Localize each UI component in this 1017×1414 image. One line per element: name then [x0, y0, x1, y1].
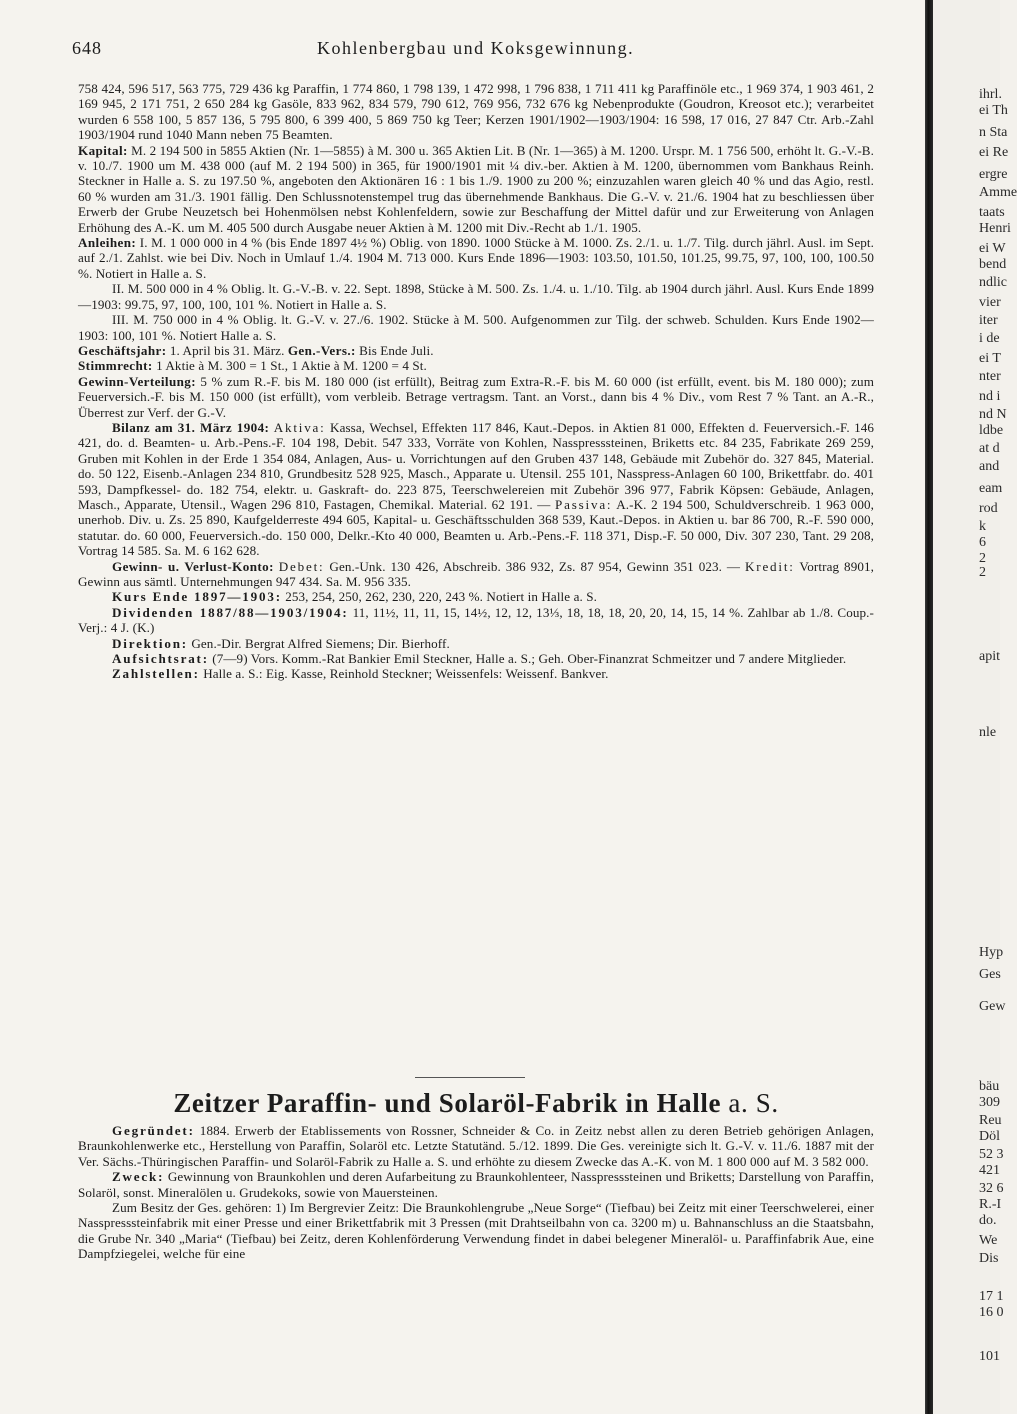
direktion-label: Direktion: [112, 635, 188, 651]
adjacent-page-edge [933, 0, 1017, 1414]
bilanz-label: Bilanz am 31. März 1904: [112, 419, 270, 435]
previous-company-entry [78, 81, 874, 682]
section-divider [415, 1077, 525, 1078]
adjacent-page-fragment: Reu [979, 1113, 1002, 1128]
adjacent-page-fragment: Dis [979, 1251, 999, 1266]
genvers-text: Bis Ende Juli. [359, 342, 434, 358]
adjacent-page-fragment: Hyp [979, 945, 1004, 960]
anleihen-label: Anleihen: [78, 235, 137, 251]
anleihen-text-1: I. M. 1 000 000 in 4 % (bis Ende 1897 4½ %) Oblig. von 1890. 1000 Stücke à M. 1000. Zs. 2./1. u. 1./7. Tilg. durch jährl. Ausl. im Sept. auf 2./1. Zahlst. wie bei Div. Noch in Umlauf 1./4. 1904 M. 713 000. Kurs Ende 1896—1903: 103.50, 101.50, 101.25, 99.75, 97, 100, 100, 100.50 %. Notiert in Halle a. S. [78, 235, 874, 281]
adjacent-page-fragment: 2 [979, 551, 986, 566]
adjacent-page-fragment: We [979, 1233, 998, 1248]
zweck-text: Gewinnung von Braunkohlen und deren Aufarbeitung zu Braunkohlenteer, Nasspresssteinen und Briketts; Darstellung von Paraffin, Solaröl, sonst. Mineralölen u. Grudekoks, sowie von Mauersteinen. [78, 1169, 874, 1200]
kurs-label: Kurs Ende 1897—1903: [112, 589, 282, 605]
kapital-label: Kapital: [78, 142, 128, 158]
adjacent-page-fragment: Ges [979, 967, 1001, 982]
guv-debet-text: Gen.-Unk. 130 426, Abschreib. 386 932, Zs. 87 954, Gewinn 351 023. — [329, 558, 741, 574]
adjacent-page-fragment: nd i [979, 389, 1001, 404]
adjacent-page-fragment: nd N [979, 407, 1007, 422]
adjacent-page-fragment: iter [979, 313, 998, 328]
bilanz-passiva-label: Passiva: [555, 496, 613, 512]
adjacent-page-fragment: 52 3 [979, 1147, 1004, 1162]
adjacent-page-fragment: i de [979, 331, 1000, 346]
adjacent-page-fragment: ei W [979, 241, 1006, 256]
besitz-paragraph: Zum Besitz der Ges. gehören: 1) Im Bergrevier Zeitz: Die Braunkohlengrube „Neue Sorge“ (Tiefbau) bei Zeitz mit einer Teerschwelerei, einer Nasspresssteinfabrik mit einer Presse und einer Brikettfabrik mit 3 Pressen (mit Drahtseilbahn von ca. 3200 m) u. Bahnanschluss an die Staatsbahn, die Grube Nr. 340 „Maria“ (Tiefbau) bei Zeitz, deren Kohlenförderung Verwendung findet in dabei belegener Mineralöl- u. Paraffinfabrik Aue, eine Dampfziegelei, welche für eine [78, 1200, 874, 1262]
adjacent-page-fragment: apit [979, 649, 1000, 664]
adjacent-page-fragment: Amme [979, 185, 1017, 200]
dividenden-section [78, 605, 874, 636]
adjacent-page-fragment: 421 [979, 1163, 1000, 1178]
gegruendet-section [78, 1123, 874, 1169]
company-heading [78, 1088, 874, 1118]
adjacent-page-fragment: bend [979, 257, 1007, 272]
bilanz-aktiva-label: Aktiva: [273, 419, 326, 435]
adjacent-page-fragment: Gew [979, 999, 1006, 1014]
adjacent-page-fragment: 16 0 [979, 1305, 1004, 1320]
gegruendet-label: Gegründet: [112, 1123, 195, 1138]
aufsichtsrat-text: (7—9) Vors. Komm.-Rat Bankier Emil Steckner, Halle a. S.; Geh. Ober-Finanzrat Schmeitzer und 7 andere Mitglieder. [212, 651, 847, 667]
adjacent-page-fragment: R.-I [979, 1197, 1002, 1212]
adjacent-page-fragment: nle [979, 725, 997, 740]
zweck-label: Zweck: [112, 1169, 165, 1185]
anleihen-section [78, 235, 874, 281]
kurs-section [78, 589, 874, 604]
running-head [72, 38, 872, 58]
gewinn-verteilung-label: Gewinn-Verteilung: [78, 373, 197, 389]
adjacent-page-fragment: 309 [979, 1095, 1000, 1110]
kapital-text: M. 2 194 500 in 5855 Aktien (Nr. 1—5855) à M. 300 u. 365 Aktien Lit. B (Nr. 1—365) à M. 1200. Urspr. M. 1 756 500, erhöht lt. G.-V.-B. v. 10./7. 1900 um M. 438 000 (auf M. 2 194 500) in 365, für 1900/1901 mit ¼ div.-ber. Aktien à M. 1200, übernommen vom Bankhaus Reinh. Steckner in Halle a. S. zu 197.50 %, angeboten den Aktionären 16 : 1 bis 1./9. 1900 zu 200 %; einzuzahlen waren gleich 40 % und das Agio, restl. 60 % wurden am 31./3. 1901 fällig. Den Schlussnotenstempel trug das übernehmende Bankhaus. Die G.-V. v. 21./6. 1904 hat zu beschliessen über Erwerb der Grube Neuzetsch bei Hohenmölsen nebst Kohlenfeldern, sowie zur Beschaffung der Mittel dafür und zur Erweiterung von Anlagen Erhöhung des A.-K. um M. 405 500 durch Ausgabe neuer Aktien à M. 1200 mit Div.-Recht ab 1./1. 1905. [78, 142, 875, 235]
geschaeftsjahr-label: Geschäftsjahr: [78, 342, 167, 358]
adjacent-page-fragment: ndlic [979, 275, 1007, 290]
adjacent-page-fragment: vier [979, 295, 1001, 310]
direktion-text: Gen.-Dir. Bergrat Alfred Siemens; Dir. Bierhoff. [191, 635, 450, 651]
running-title: Kohlenbergbau und Koksgewinnung. [317, 38, 635, 58]
bilanz-section [78, 420, 874, 559]
dividenden-label: Dividenden 1887/88—1903/1904: [112, 604, 349, 620]
geschaeftsjahr-text: 1. April bis 31. März. [169, 342, 285, 358]
company-entry [78, 1123, 874, 1262]
stimmrecht-text: 1 Aktie à M. 300 = 1 St., 1 Aktie à M. 1200 = 4 St. [156, 358, 427, 374]
adjacent-page-fragment: ergre [979, 167, 1008, 182]
geschaeftsjahr-section [78, 343, 874, 358]
adjacent-page-fragment: taats [979, 205, 1005, 220]
adjacent-page-fragment: 101 [979, 1349, 1000, 1364]
stimmrecht-section [78, 358, 874, 373]
guv-debet-label: Debet: [278, 558, 325, 574]
gewinn-verteilung-text: 5 % zum R.-F. bis M. 180 000 (ist erfüllt), Beitrag zum Extra-R.-F. bis M. 60 000 (ist erfüllt, event. bis M. 180 000); zum Feuerversich.-F. bis M. 150 000 (ist erfüllt), vom verbleib. Betrage vertragsm. Tant. an Vorst., dann bis 4 % Div., vom Rest 7 % Tant. an A.-R., Überrest zur Verf. der G.-V. [78, 373, 874, 420]
production-paragraph: 758 424, 596 517, 563 775, 729 436 kg Paraffin, 1 774 860, 1 798 139, 1 472 998, 1 796 838, 1 711 411 kg Paraffinöle etc., 1 969 374, 1 903 461, 2 169 945, 2 171 751, 2 650 284 kg Gasöle, 833 962, 834 579, 790 612, 769 956, 732 676 kg Nebenprodukte (Goudron, Kreosot etc.); verarbeitet wurden 6 558 100, 5 857 136, 5 795 800, 6 399 400, 5 869 750 kg Teer; Kerzen 1901/1902—1903/1904: 16 598, 17 016, 27 847 Ctr. Arb.-Zahl 1903/1904 rund 1040 Mann neben 75 Beamten. [78, 81, 874, 143]
guv-kredit-text: Vortrag 8901, Gewinn aus sämtl. Unternehmungen 947 434. Sa. M. 956 335. [78, 558, 875, 589]
genvers-label: Gen.-Vers.: [287, 342, 356, 358]
bilanz-aktiva-text: Kassa, Wechsel, Effekten 117 846, Kaut.-Depos. in Aktien 81 000, Effekten d. Feuerversich.-F. 146 421, do. d. Beamten- u. Arb.-Pens.-F. 104 198, Debit. 547 333, Vorräte von Kohlen, Nasspresssteinen, Briketts etc. 84 235, Fabrikate 269 259, Gruben mit Kohlen in der Erde 1 354 084, Anlagen, Aus- u. Vorrichtungen auf den Gruben 437 148, Gebäude mit Zubehör do. 327 845, Material. do. 50 122, Eisenb.-Anlagen 234 810, Grundbesitz 528 925, Masch., Apparate u. Utensil. 255 101, Nasspress-Anlagen 60 100, Brikettfabr. do. 401 593, Dampfkessel- do. 182 754, elektr. u. Gaskraft- do. 223 875, Teerschwelereien mit Zubehör 396 977, Fabrik Köpsen: Gebäude, Anlagen, Masch., Apparate, Utensil., Wagen 296 810, Fastagen, Chemikal. Material. 62 191. — [78, 419, 875, 512]
adjacent-page-fragment: Henri [979, 221, 1011, 236]
adjacent-page-fragment: rod [979, 501, 998, 516]
adjacent-page-fragment: ei Th [979, 103, 1008, 118]
adjacent-page-fragment: ei T [979, 351, 1001, 366]
gegruendet-text: 1884. Erwerb der Etablissements von Rossner, Schneider & Co. in Zeitz nebst allen zu deren Betrieb gehörigen Anlagen, Braunkohlenwerke etc., Herstellung von Paraffin, Solaröl etc. Letzte Statutänd. 5./12. 1899. Die Ges. vereinigte sich lt. G.-V. v. 11./6. 1887 mit der Ver. Sächs.-Thüringischen Paraffin- und Solaröl-Fabrik zu Halle a. S. und erhöhte zu diesem Zwecke das A.-K. von M. 1 800 000 auf M. 3 582 000. [78, 1123, 874, 1169]
adjacent-page-fragment: 32 6 [979, 1181, 1004, 1196]
adjacent-page-fragment: do. [979, 1213, 997, 1228]
anleihen-text-3: III. M. 750 000 in 4 % Oblig. lt. G.-V. v. 27./6. 1902. Stücke à M. 500. Aufgenommen zur Tilg. der schweb. Schulden. Kurs Ende 1902—1903: 100, 101 %. Notiert Halle a. S. [78, 312, 874, 343]
adjacent-page-fragment: at d [979, 441, 1000, 456]
adjacent-page-fragment: 17 1 [979, 1289, 1004, 1304]
aufsichtsrat-label: Aufsichtsrat: [112, 651, 209, 667]
adjacent-page-fragment: k [979, 519, 986, 534]
anleihen-text-2: II. M. 500 000 in 4 % Oblig. lt. G.-V.-B. v. 22. Sept. 1898, Stücke à M. 500. Zs. 1./4. u. 1./10. Tilg. ab 1904 durch jährl. Ausl. Kurs Ende 1899—1903: 99.75, 97, 100, 100, 101 %. Notiert in Halle a. S. [78, 281, 874, 312]
guv-section [78, 559, 874, 590]
bilanz-passiva-text: A.-K. 2 194 500, Schuldverschreib. 1 963 000, unerhob. Div. u. Zs. 25 890, Kaufgelderreste 494 605, Kapital- u. Geschäftsschulden 368 539, Kaut.-Depos. in Aktien u. bar 86 700, R.-F. 590 000, statutar. do. 60 000, Feuerversich.-do. 150 000, Delkr.-Kto 40 000, Beamten u. Arb.-Pens.-F. 118 371, Disp.-F. 50 000, Div. 307 230, Tant. 29 208, Vortrag 14 585. Sa. M. 6 162 628. [78, 496, 874, 559]
adjacent-page-fragment: Döl [979, 1129, 1000, 1144]
adjacent-page-fragment: 2 [979, 565, 986, 580]
book-gutter [925, 0, 933, 1414]
zahlstellen-section [78, 666, 874, 681]
company-title: Zeitzer Paraffin- und Solaröl-Fabrik in Halle [173, 1088, 722, 1118]
company-location: a. S. [728, 1088, 779, 1118]
adjacent-page-fragment: eam [979, 481, 1003, 496]
page-number: 648 [72, 38, 102, 58]
kurs-text: 253, 254, 250, 262, 230, 220, 243 %. Notiert in Halle a. S. [285, 589, 597, 605]
adjacent-page-fragment: bäu [979, 1079, 1000, 1094]
adjacent-page-fragment: n Sta [979, 125, 1008, 140]
adjacent-page-fragment: nter [979, 369, 1001, 384]
aufsichtsrat-section [78, 651, 874, 666]
adjacent-page-fragment: 6 [979, 535, 986, 550]
zweck-section [78, 1169, 874, 1200]
direktion-section [78, 636, 874, 651]
adjacent-page-fragment: ihrl. [979, 87, 1002, 102]
adjacent-page-fragment: ldbe [979, 423, 1004, 438]
adjacent-page-fragment: and [979, 459, 1000, 474]
zahlstellen-text: Halle a. S.: Eig. Kasse, Reinhold Steckner; Weissenfels: Weissenf. Bankver. [203, 666, 609, 682]
gewinn-verteilung-section [78, 374, 874, 420]
adjacent-page-fragment: ei Re [979, 145, 1009, 160]
dividenden-text: 11, 11½, 11, 11, 15, 14½, 12, 12, 13⅓, 18, 18, 18, 20, 20, 14, 15, 14 %. Zahlbar ab 1./8. Coup.-Verj.: 4 J. (K.) [78, 604, 874, 636]
kapital-section [78, 143, 874, 235]
guv-label: Gewinn- u. Verlust-Konto: [112, 558, 274, 574]
zahlstellen-label: Zahlstellen: [112, 666, 200, 682]
stimmrecht-label: Stimmrecht: [78, 358, 153, 374]
guv-kredit-label: Kredit: [745, 558, 795, 574]
